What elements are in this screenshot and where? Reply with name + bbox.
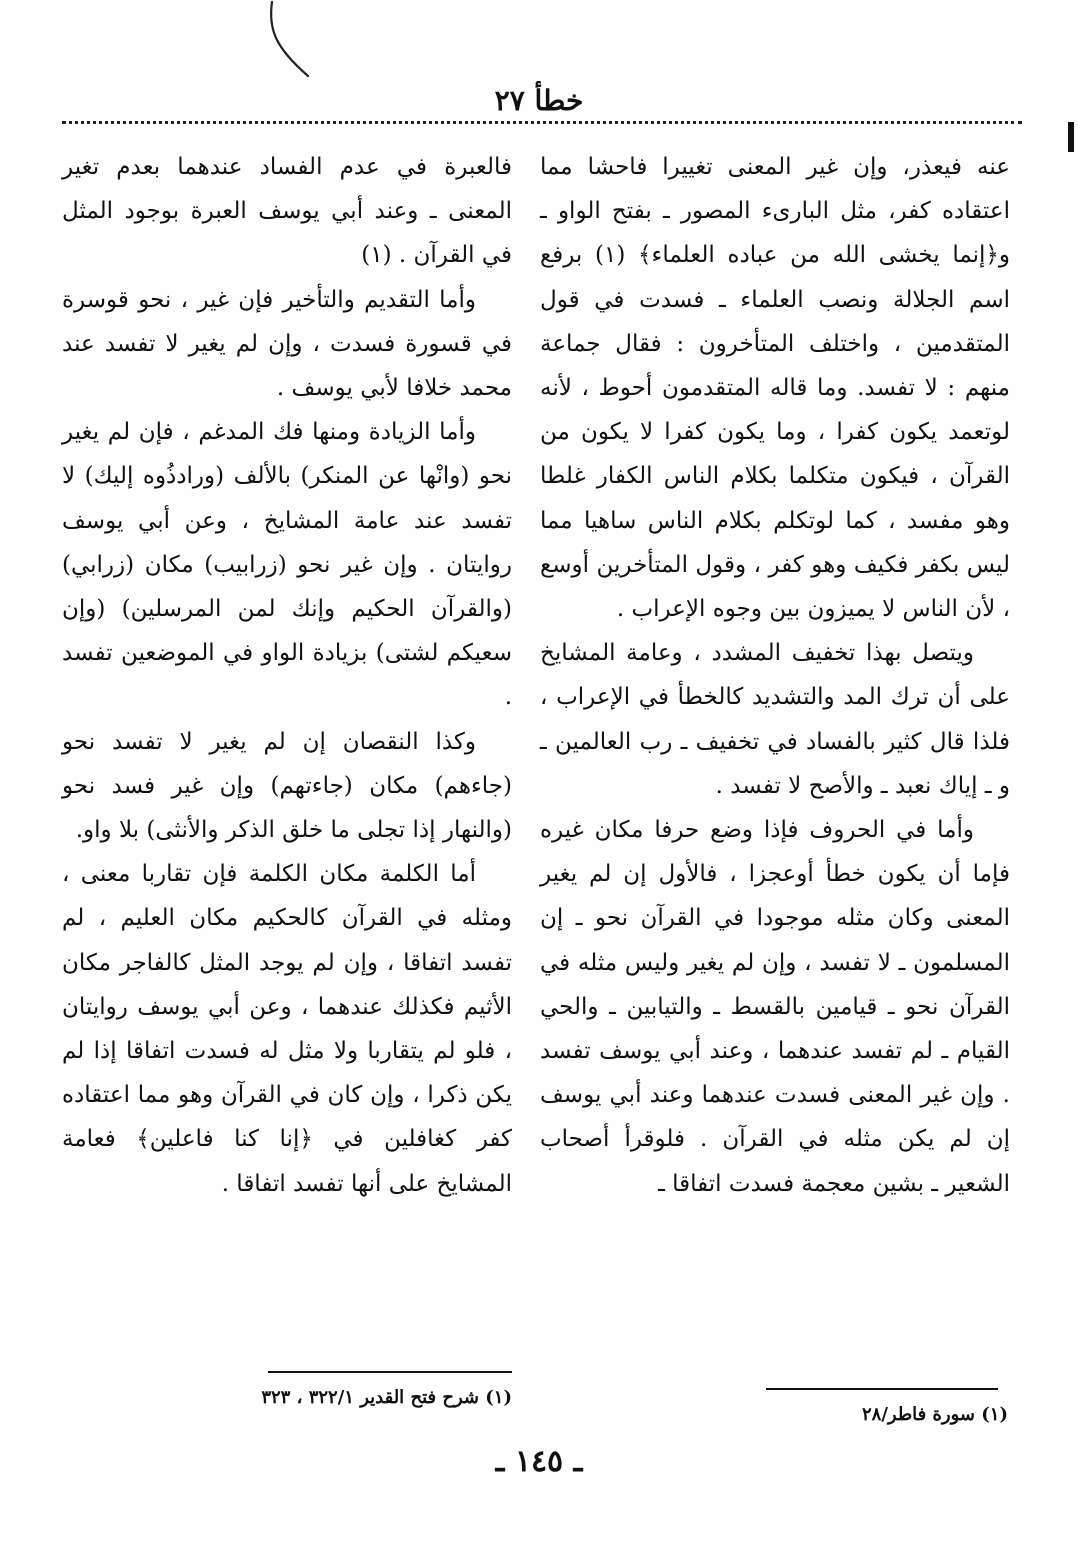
right-paragraph-3: وأما في الحروف فإذا وضع حرفا مكان غيره فإما أن يكون خطأ أوعجزا ، فالأول إن لم يغير المعنى وكان مثله موجودا في القرآن نحو ـ إن المسلمون ـ لا تفسد ، وإن لم يغير وليس مثله في القرآن نحو ـ قيامين بالقسط ـ والتيابين ـ والحي القيام ـ لم تفسد عندهما ، وعند أبي يوسف تفسد . وإن غير المعنى فسدت عندهما وعند أبي يوسف إن لم يكن مثله في القرآن . فلوقرأ أصحاب الشعير ـ بشين معجمة فسدت اتفاقا ـ (540, 817, 1010, 1197)
left-paragraph-3: وأما الزيادة ومنها فك المدغم ، فإن لم يغير نحو (وانْها عن المنكر) بالألف (ورادذُوه إليك) لا تفسد عند عامة المشايخ ، وعن أبي يوسف روايتان . وإن غير نحو (زرابيب) مكان (زرابي) (والقرآن الحكيم وإنك لمن المرسلين) (وإن سعيكم لشتى) بزيادة الواو في الموضعين تفسد . (62, 419, 512, 711)
footnote-left: (١) شرح فتح القدير ٣٢٢/١ ، ٣٢٣ (261, 1387, 512, 1408)
left-paragraph-2: وأما التقديم والتأخير فإن غير ، نحو قوسرة في قسورة فسدت ، وإن لم يغير لا تفسد عند محمد خلافا لأبي يوسف . (62, 286, 512, 402)
left-paragraph-5: أما الكلمة مكان الكلمة فإن تقاربا معنى ، ومثله في القرآن كالحكيم مكان العليم ، لم تفسد اتفاقا ، وإن لم يوجد المثل كالفاجر مكان الأثيم فكذلك عندهما ، وعن أبي يوسف روايتان ، فلو لم يتقاربا ولا مثل له فسدت اتفاقا إذا لم يكن ذكرا ، وإن كان في القرآن وهو مما اعتقاده كفر كغافلين في ﴿إنا كنا فاعلين﴾ فعامة المشايخ على أنها تفسد اتفاقا . (62, 861, 512, 1197)
right-column (540, 145, 1010, 1375)
margin-mark (1068, 122, 1074, 152)
right-paragraph-2: ويتصل بهذا تخفيف المشدد ، وعامة المشايخ على أن ترك المد والتشديد كالخطأ في الإعراب ، فلذا قال كثير بالفساد في تخفيف ـ رب العالمين ـ و ـ إياك نعبد ـ والأصح لا تفسد . (540, 640, 1010, 799)
footnote-rule-left (268, 1371, 512, 1373)
pen-stroke-mark (262, 0, 322, 80)
header-divider (62, 121, 1022, 124)
running-head: خطأ ٢٧ (494, 84, 584, 117)
left-paragraph-1: فالعبرة في عدم الفساد عندهما بعدم تغير المعنى ـ وعند أبي يوسف العبرة بوجود المثل في القرآن . (١) (62, 154, 512, 269)
footnote-rule-right (766, 1388, 998, 1390)
left-paragraph-4: وكذا النقصان إن لم يغير لا تفسد نحو (جاءهم) مكان (جاءتهم) وإن غير فسد نحو (والنهار إذا تجلى ما خلق الذكر والأنثى) بلا واو. (62, 728, 512, 844)
page-number: ـ ١٤٥ ـ (495, 1444, 583, 1479)
left-column (62, 145, 512, 1360)
footnote-right: (١) سورة فاطر/٢٨ (861, 1404, 1008, 1425)
right-paragraph-1: عنه فيعذر، وإن غير المعنى تغييرا فاحشا مما اعتقاده كفر، مثل البارىء المصور ـ بفتح الواو ـ و﴿إنما يخشى الله من عباده العلماء﴾ (١) برفع اسم الجلالة ونصب العلماء ـ فسدت في قول المتقدمين ، واختلف المتأخرون : فقال جماعة منهم : لا تفسد. وما قاله المتقدمون أحوط ، لأنه لوتعمد يكون كفرا ، وما يكون كفرا لا يكون من القرآن ، فيكون متكلما بكلام الناس الكفار غلطا وهو مفسد ، كما لوتكلم بكلام الناس ساهيا مما ليس بكفر فكيف وهو كفر ، وقول المتأخرين أوسع ، لأن الناس لا يميزون بين وجوه الإعراب . (540, 154, 1011, 623)
